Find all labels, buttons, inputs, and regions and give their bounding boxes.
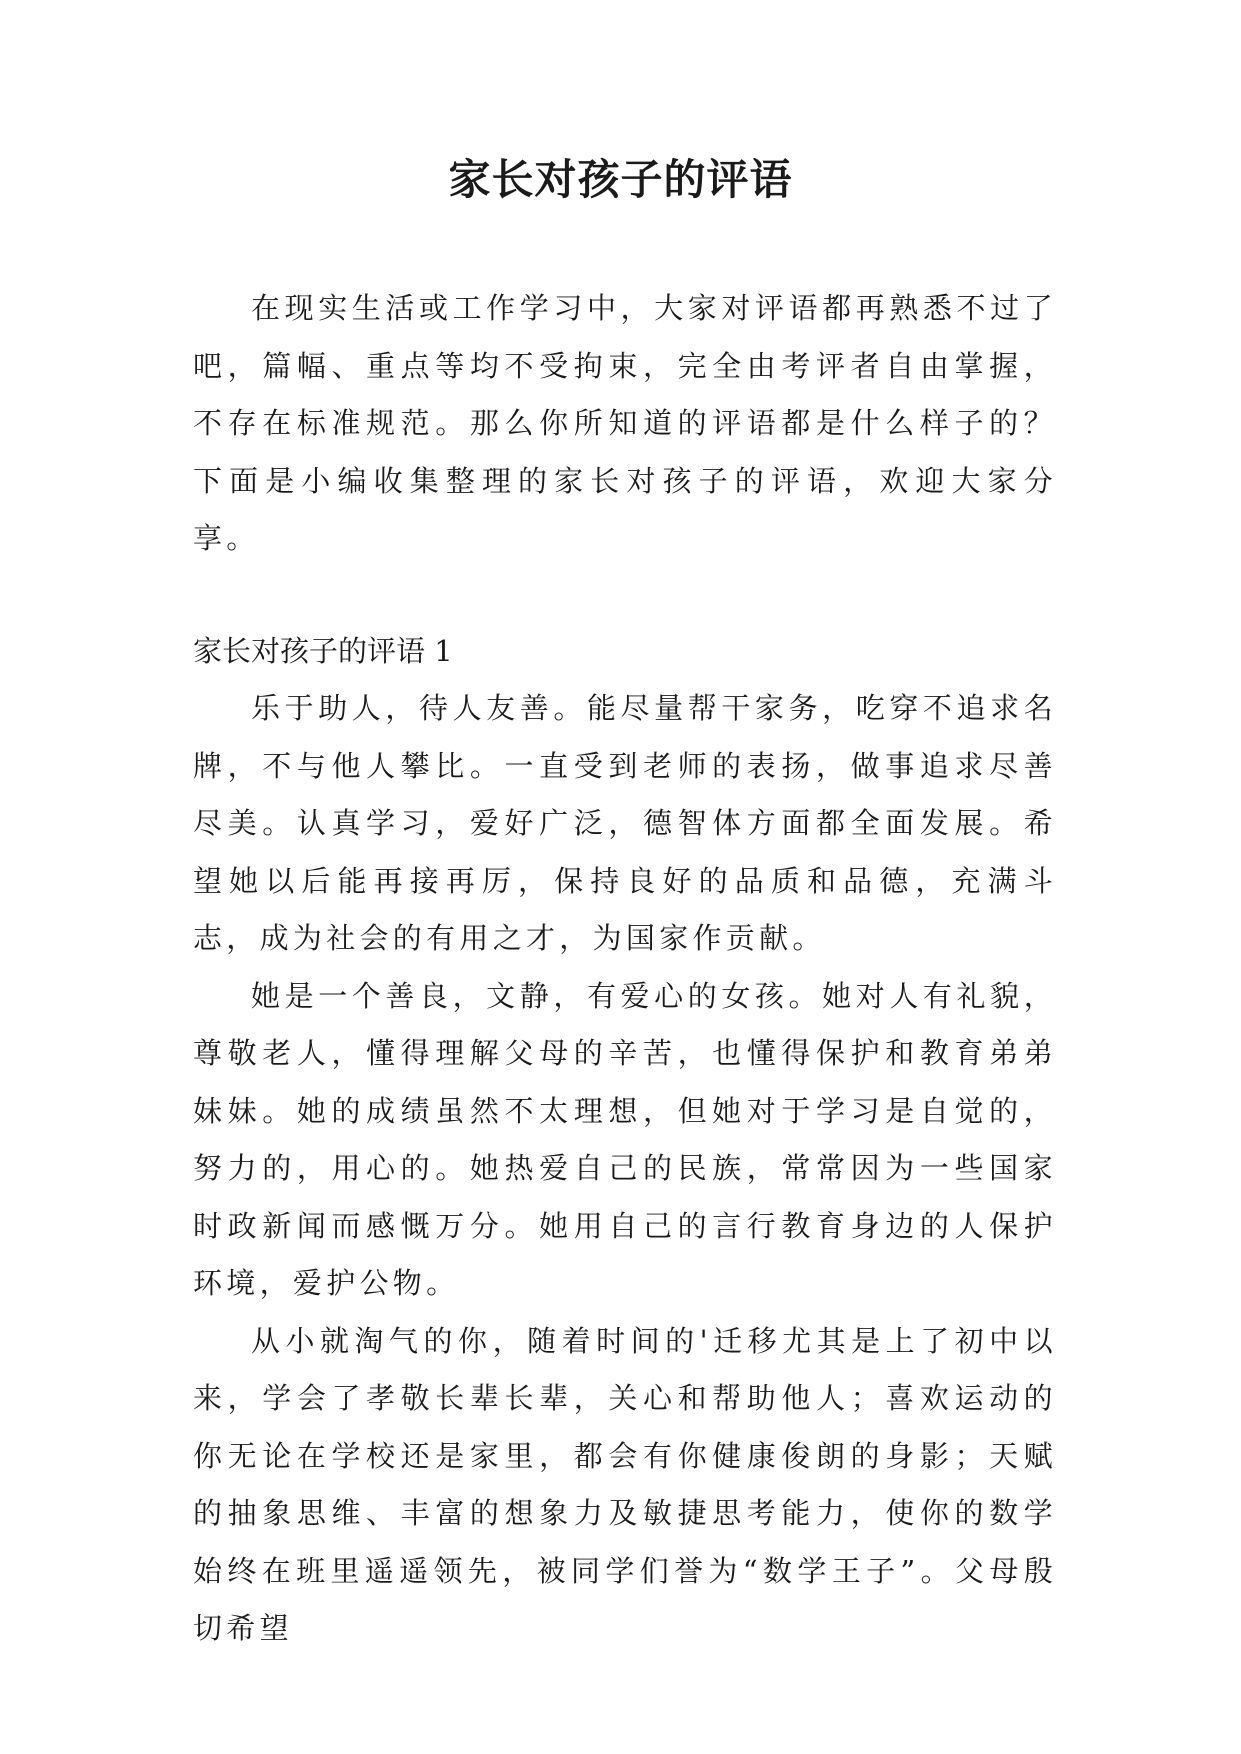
- document-title: 家长对孩子的评语: [448, 155, 793, 204]
- section-heading: 家长对孩子的评语 1: [193, 633, 453, 668]
- comment-paragraph-1: 乐于助人，待人友善。能尽量帮干家务，吃穿不追求名牌，不与他人攀比。一直受到老师的表扬，做事追求尽善尽美。认真学习，爱好广泛，德智体方面都全面发展。希望她以后能再接再厉，保持良好的品质和品德，充满斗志，成为社会的有用之才，为国家作贡献。: [193, 691, 1057, 955]
- document-body: [193, 280, 1057, 1658]
- intro-paragraph: 在现实生活或工作学习中，大家对评语都再熟悉不过了吧，篇幅、重点等均不受拘束，完全由考评者自由掌握，不存在标准规范。那么你所知道的评语都是什么样子的？下面是小编收集整理的家长对孩子的评语，欢迎大家分享。: [193, 291, 1057, 555]
- comment-paragraph-2: 她是一个善良，文静，有爱心的女孩。她对人有礼貌，尊敬老人，懂得理解父母的辛苦，也懂得保护和教育弟弟妹妹。她的成绩虽然不太理想，但她对于学习是自觉的，努力的，用心的。她热爱自己的民族，常常因为一些国家时政新闻而感慨万分。她用自己的言行教育身边的人保护环境，爱护公物。: [193, 978, 1057, 1300]
- comment-paragraph-3: 从小就淘气的你，随着时间的'迁移尤其是上了初中以来，学会了孝敬长辈长辈，关心和帮助他人；喜欢运动的你无论在学校还是家里，都会有你健康俊朗的身影；天赋的抽象思维、丰富的想象力及敏捷思考能力，使你的数学始终在班里遥遥领先，被同学们誉为“数学王子”。父母殷切希望: [193, 1323, 1057, 1645]
